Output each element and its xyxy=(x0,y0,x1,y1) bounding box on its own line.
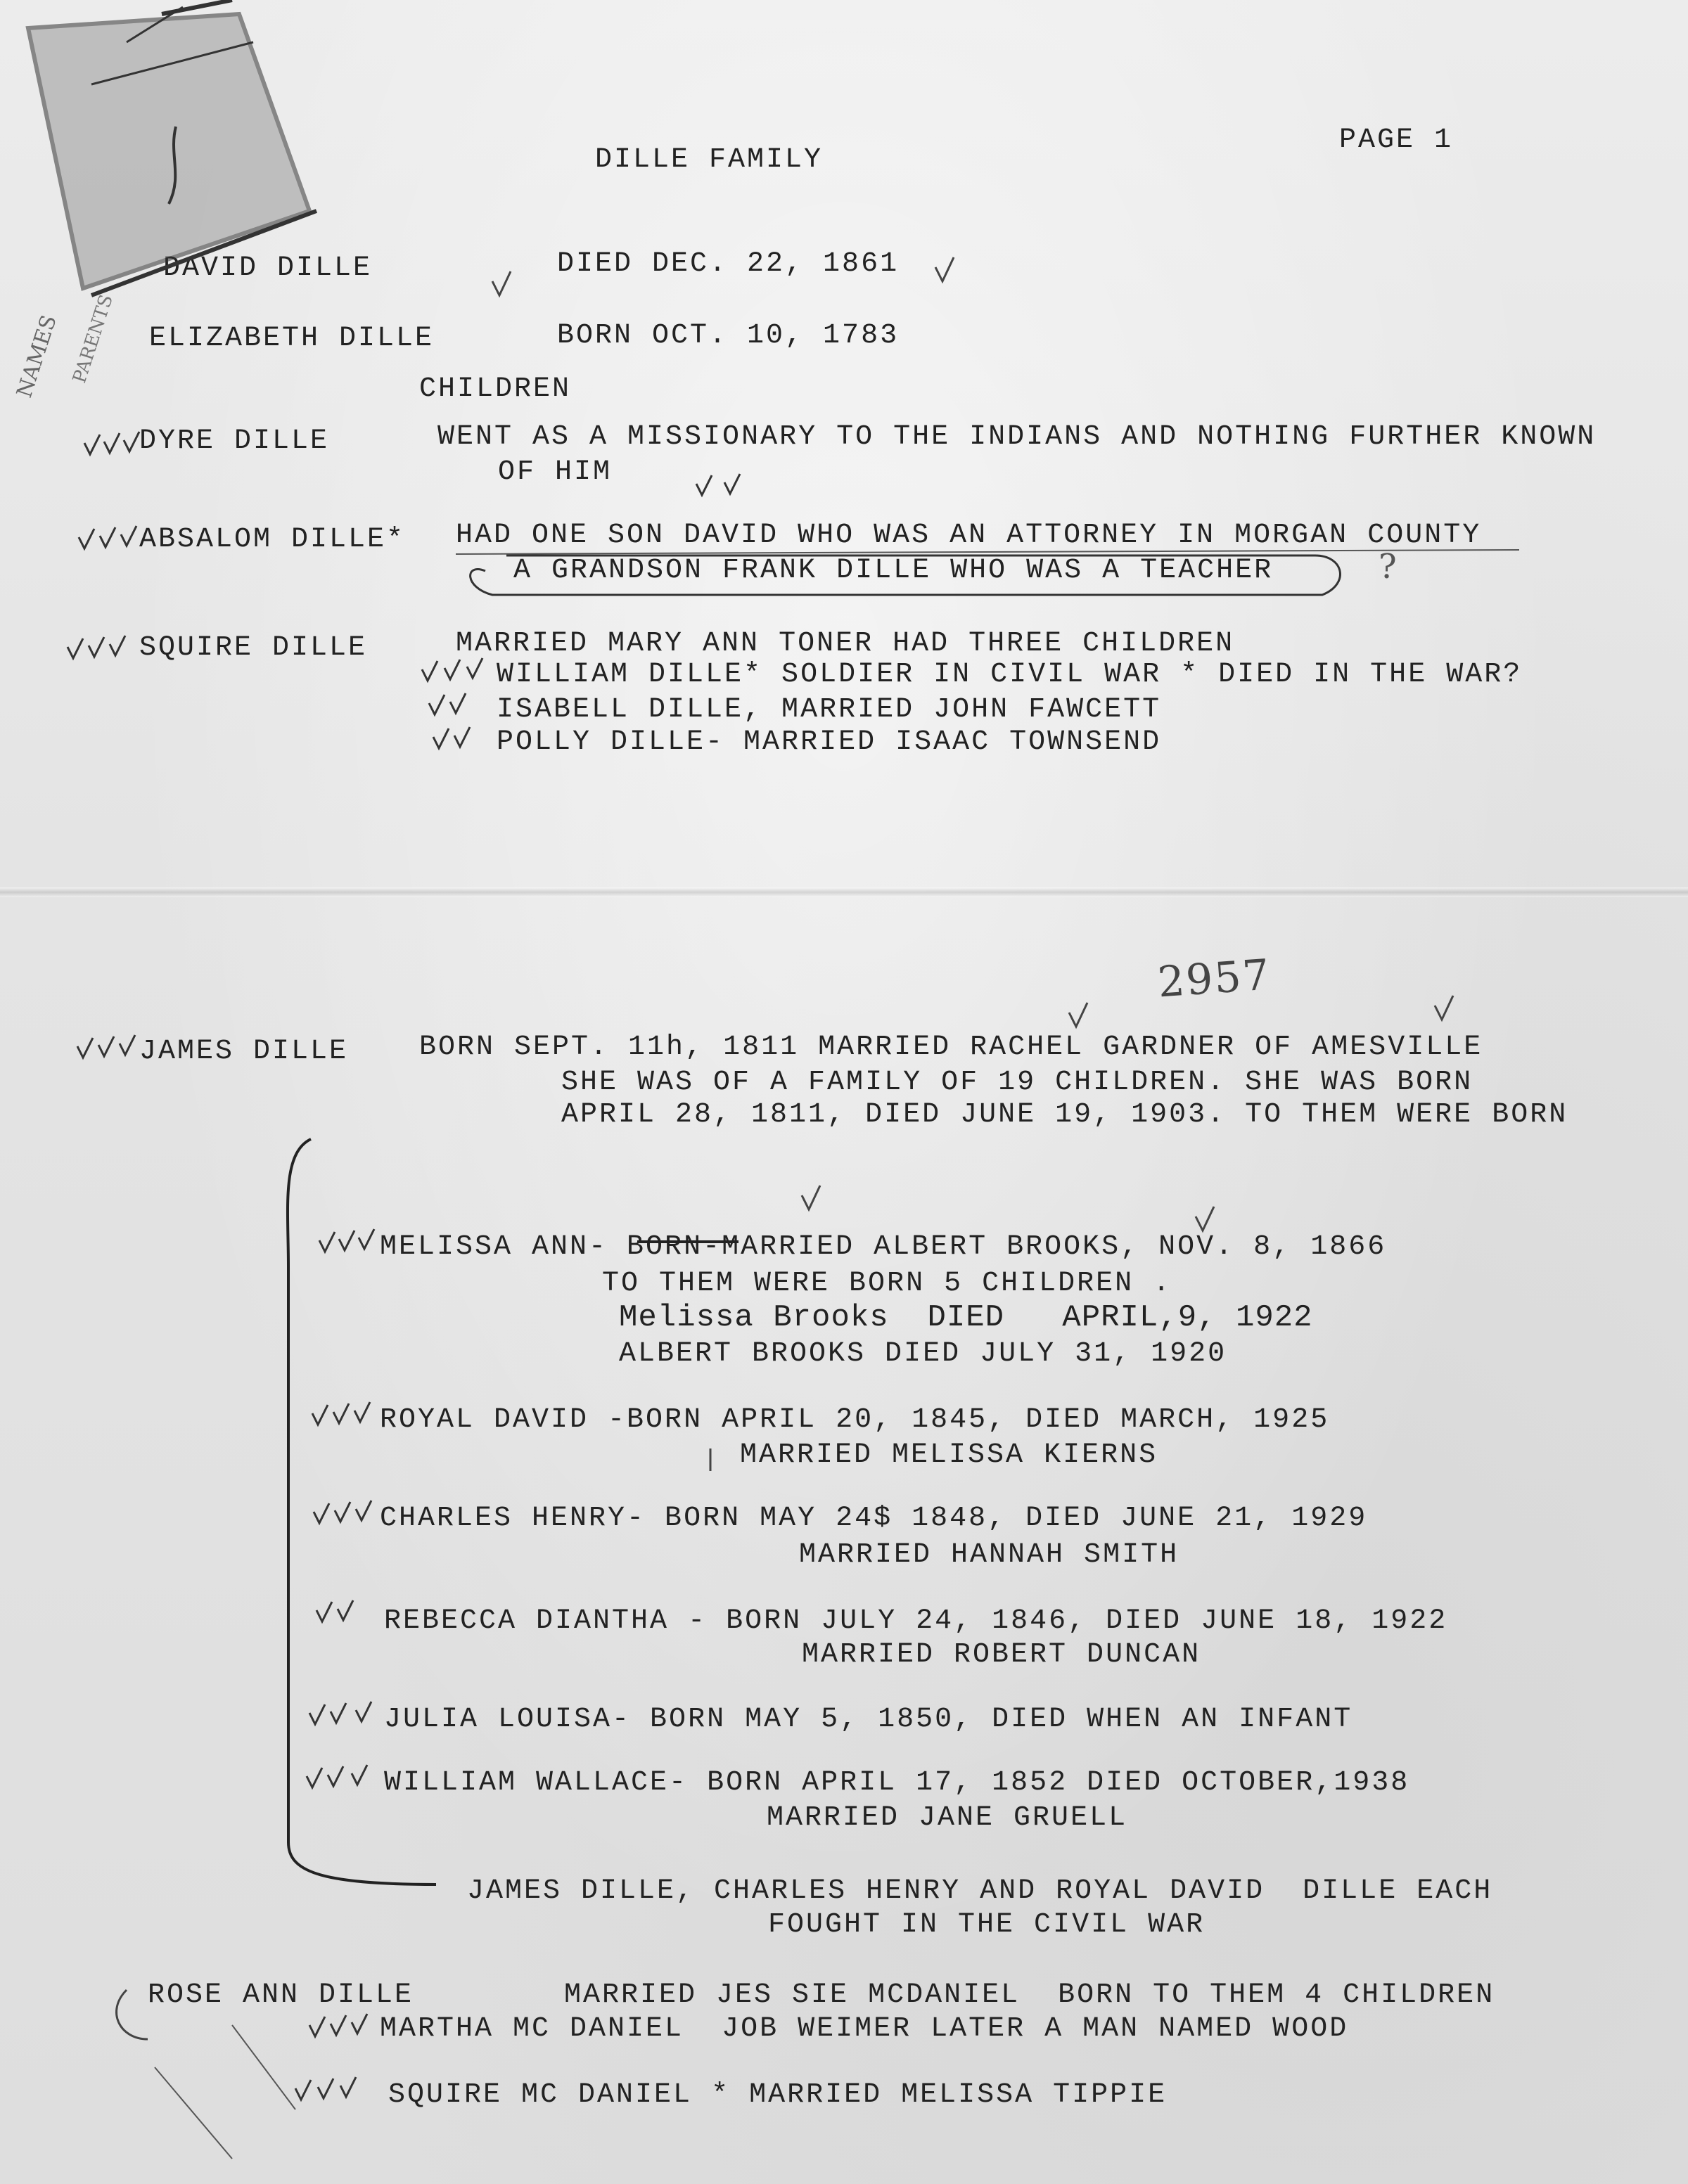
child-detail: MARRIED MARY ANN TONER HAD THREE CHILDREN xyxy=(456,628,1235,660)
child-detail: POLLY DILLE- MARRIED ISAAC TOWNSEND xyxy=(497,726,1162,758)
child-name: DYRE DILLE xyxy=(139,425,330,457)
grandchild-line: ROYAL DAVID -BORN APRIL 20, 1845, DIED MARCH, 1925 xyxy=(380,1404,1330,1436)
grandchild-line: ALBERT BROOKS DIED JULY 31, 1920 xyxy=(619,1338,1227,1370)
grandchild-line: JULIA LOUISA- BORN MAY 5, 1850, DIED WHEN AN INFANT xyxy=(384,1704,1353,1735)
child-detail: ISABELL DILLE, MARRIED JOHN FAWCETT xyxy=(497,694,1162,726)
child-name: ABSALOM DILLE* xyxy=(139,524,406,555)
james-detail: BORN SEPT. 11h, 1811 MARRIED RACHEL GARDNER OF AMESVILLE xyxy=(419,1032,1483,1063)
rose-line: SQUIRE MC DANIEL * MARRIED MELISSA TIPPIE xyxy=(388,2079,1168,2111)
grandchild-line: MARRIED HANNAH SMITH xyxy=(799,1539,1179,1571)
child-name: SQUIRE DILLE xyxy=(139,632,368,664)
circle-annotation xyxy=(471,555,1341,595)
james-name: JAMES DILLE xyxy=(139,1036,349,1067)
pencil-number: 2957 xyxy=(1156,950,1272,1008)
margin-note: PARENTS xyxy=(69,292,117,386)
civil-war-note: JAMES DILLE, CHARLES HENRY AND ROYAL DAVID DILLE EACH xyxy=(467,1875,1493,1907)
margin-note: NAMES xyxy=(12,311,62,401)
rose-line: MARTHA MC DANIEL JOB WEIMER LATER A MAN NAMED WOOD xyxy=(380,2013,1349,2045)
grandchild-line: MARRIED MELISSA KIERNS xyxy=(740,1439,1158,1471)
question-mark: ? xyxy=(1379,547,1399,586)
grandchild-line: MARRIED ROBERT DUNCAN xyxy=(802,1639,1201,1671)
parent-name: ELIZABETH DILLE xyxy=(149,323,435,354)
grandchild-line: REBECCA DIANTHA - BORN JULY 24, 1846, DIED JUNE 18, 1922 xyxy=(384,1605,1448,1637)
parent-name: DAVID DILLE xyxy=(163,252,373,284)
james-detail: SHE WAS OF A FAMILY OF 19 CHILDREN. SHE WAS BORN xyxy=(561,1067,1473,1098)
page-number: PAGE 1 xyxy=(1339,124,1454,156)
page-title: DILLE FAMILY xyxy=(595,144,824,176)
parent-detail: DIED DEC. 22, 1861 xyxy=(557,248,900,280)
grandchild-line: MELISSA ANN- BORN-MARRIED ALBERT BROOKS, NOV. 8, 1866 xyxy=(380,1231,1387,1263)
grandchild-line: MARRIED JANE GRUELL xyxy=(767,1802,1128,1834)
children-heading: CHILDREN xyxy=(419,373,572,405)
child-detail: HAD ONE SON DAVID WHO WAS AN ATTORNEY IN MORGAN COUNTY xyxy=(456,520,1482,551)
james-detail: APRIL 28, 1811, DIED JUNE 19, 1903. TO THEM WERE BORN xyxy=(561,1099,1568,1131)
grandchild-line: Melissa Brooks DIED APRIL,9, 1922 xyxy=(619,1300,1313,1335)
corner-tab xyxy=(28,0,316,295)
child-detail: A GRANDSON FRANK DILLE WHO WAS A TEACHER xyxy=(513,555,1274,586)
child-detail: OF HIM xyxy=(498,456,613,488)
child-detail: WENT AS A MISSIONARY TO THE INDIANS AND NOTHING FURTHER KNOWN xyxy=(437,421,1597,453)
grandchild-line: CHARLES HENRY- BORN MAY 24$ 1848, DIED JUNE 21, 1929 xyxy=(380,1503,1368,1534)
rose-name: ROSE ANN DILLE xyxy=(148,1979,414,2011)
civil-war-note: FOUGHT IN THE CIVIL WAR xyxy=(768,1909,1206,1941)
rose-detail: MARRIED JES SIE MCDANIEL BORN TO THEM 4 CHILDREN xyxy=(564,1979,1495,2011)
grandchild-line: WILLIAM WALLACE- BORN APRIL 17, 1852 DIED OCTOBER,1938 xyxy=(384,1767,1410,1799)
parent-detail: BORN OCT. 10, 1783 xyxy=(557,320,900,352)
family-brace xyxy=(288,1139,436,1884)
grandchild-line: TO THEM WERE BORN 5 CHILDREN . xyxy=(602,1268,1172,1299)
child-detail: WILLIAM DILLE* SOLDIER IN CIVIL WAR * DIED IN THE WAR? xyxy=(497,659,1523,690)
